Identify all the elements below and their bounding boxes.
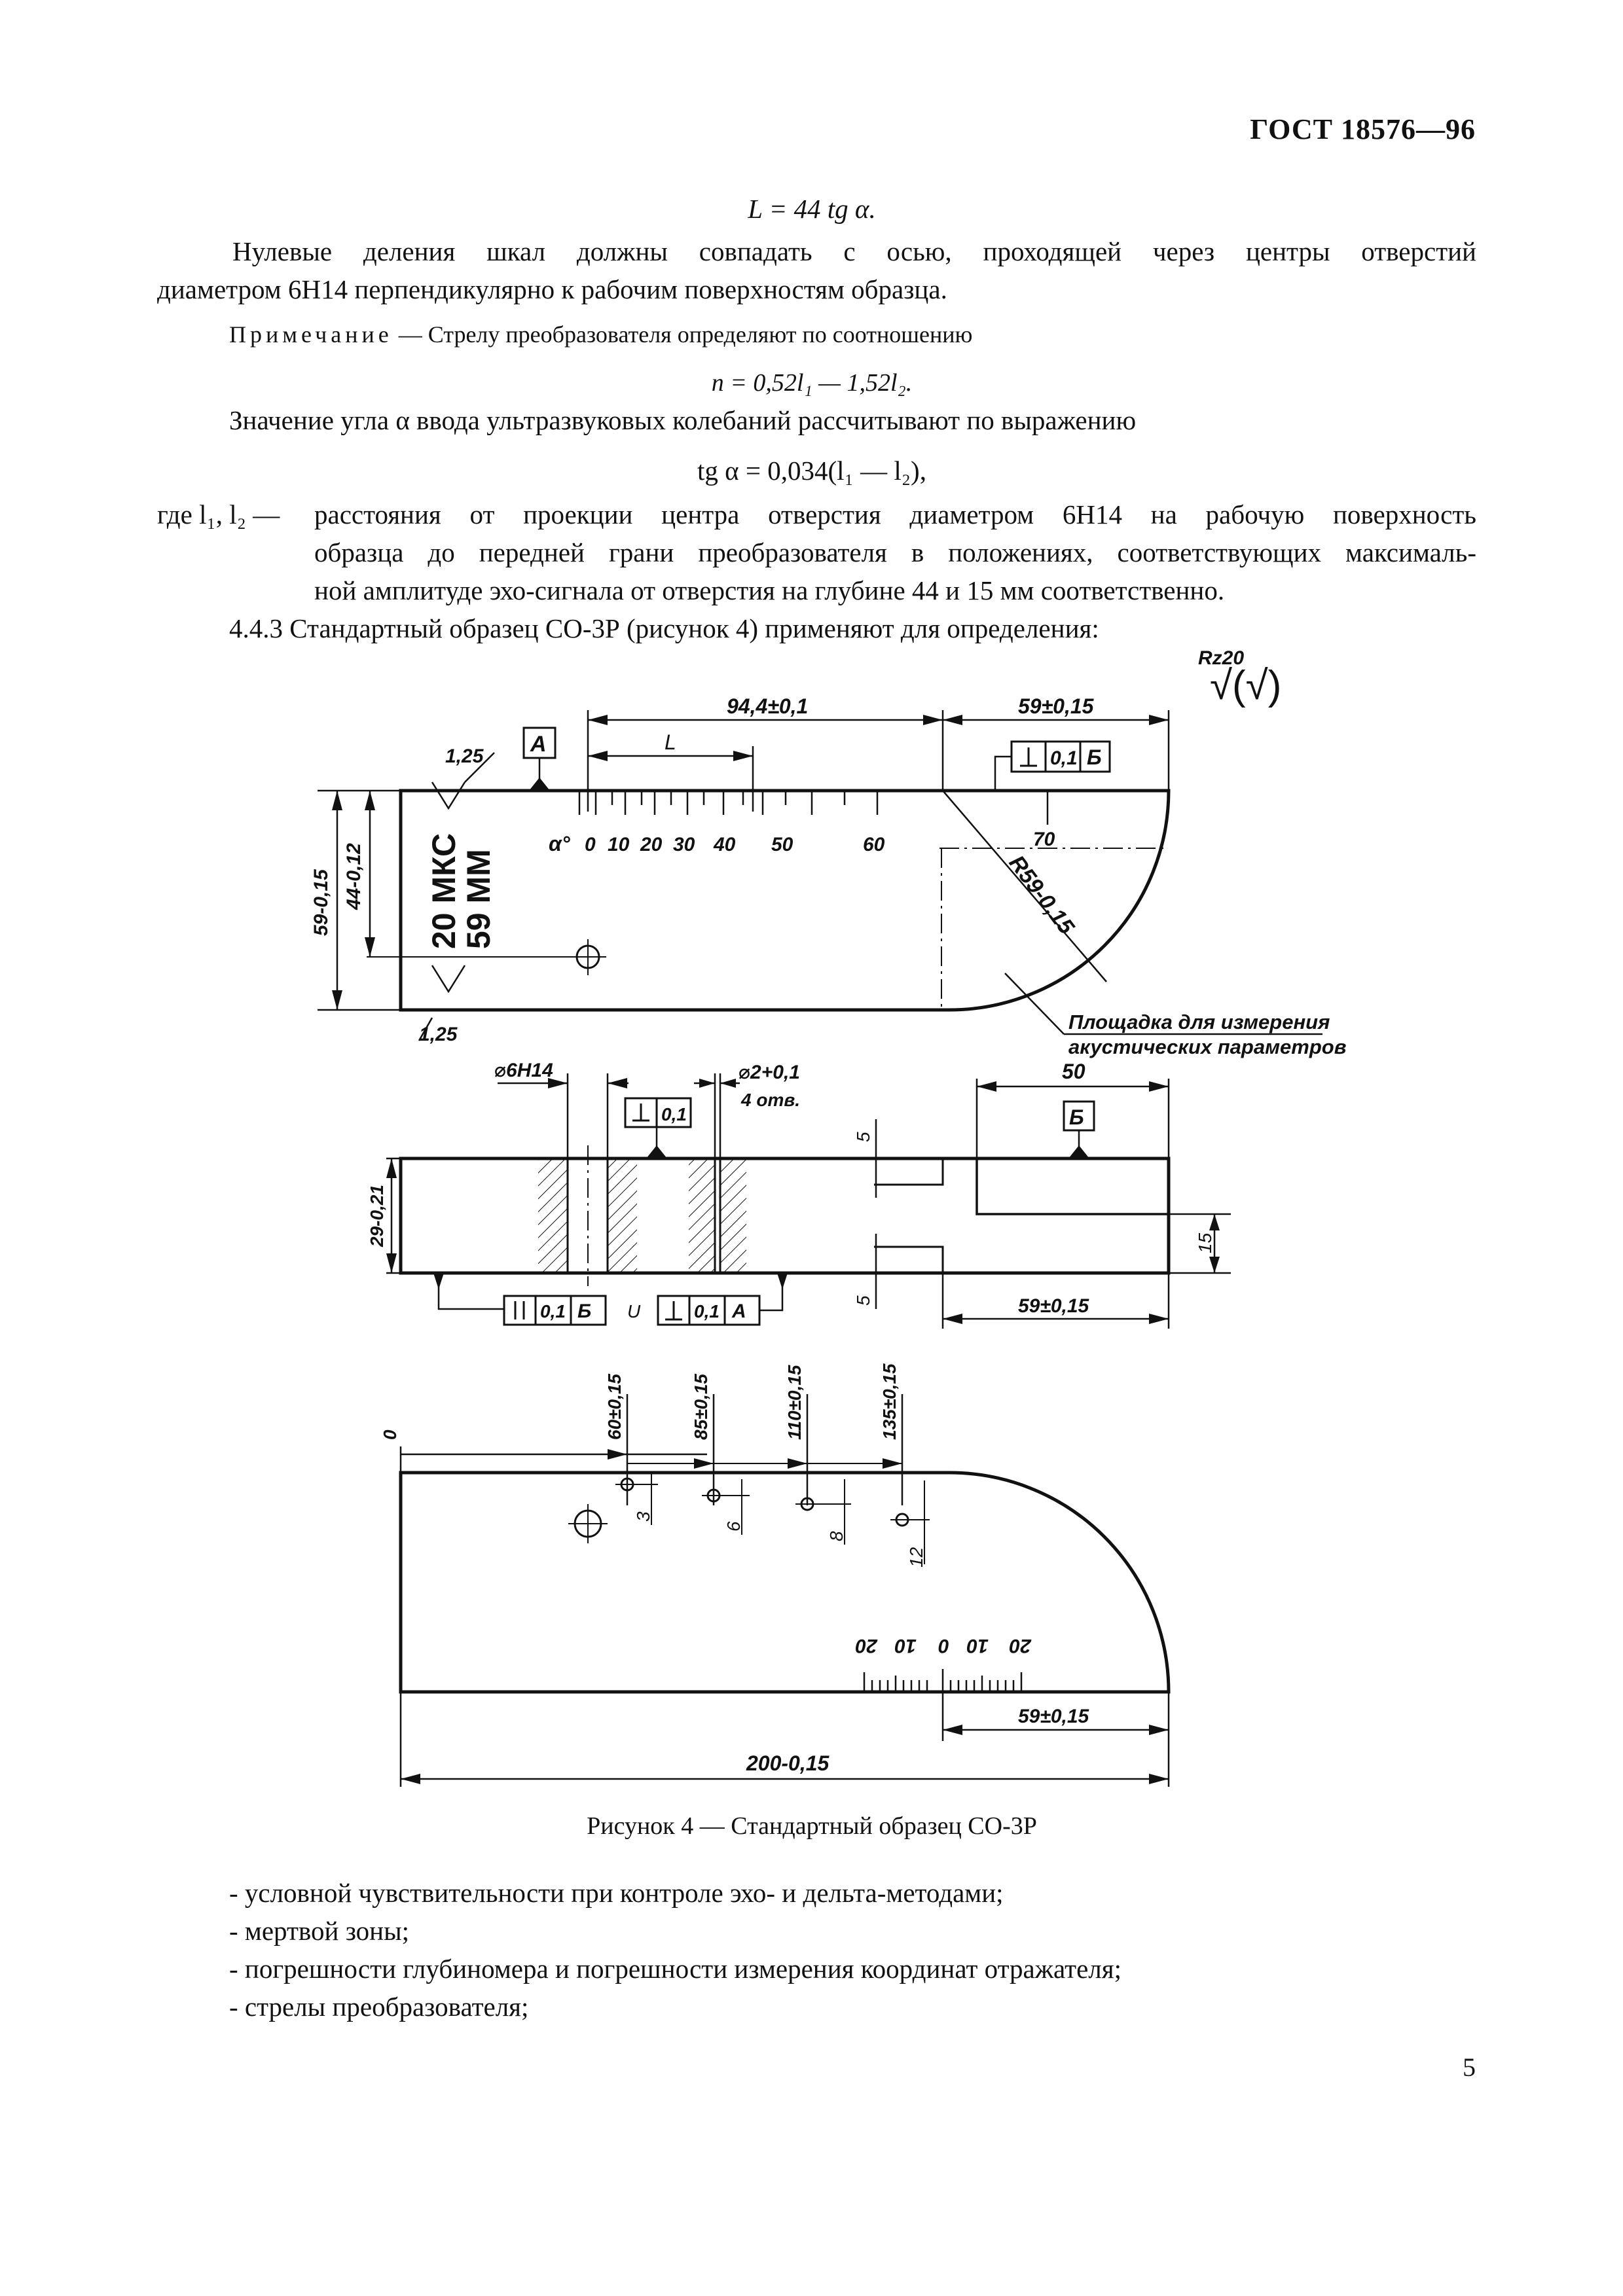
engrave-line1: 20 МКС	[426, 833, 462, 949]
bottom-0: 0	[380, 1429, 400, 1440]
where-label: где l₁, l₂ —	[157, 499, 280, 529]
dim-59-bottom: 59±0,15	[1018, 1706, 1089, 1727]
roughness-label: Rz20	[1198, 647, 1245, 669]
depth-8: 8	[826, 1531, 847, 1541]
perp-tol-middle: 0,1	[661, 1104, 687, 1124]
pos-60: 60±0,15	[604, 1373, 625, 1440]
datum-b-ref-top: Б	[1087, 745, 1102, 769]
paragraph-zero-line1: Нулевые деления шкал должны совпадать с осью, проходящей через центры отверстий	[232, 236, 1476, 266]
roughness-125-bottom: 1,25	[419, 1024, 458, 1045]
dim-94-label: 94,4±0,1	[727, 694, 809, 718]
block-outline-bottom	[401, 1473, 1169, 1692]
paragraph-angle: Значение угла α ввода ультразвуковых колебаний рассчитывают по выражению	[229, 405, 1137, 435]
bullet-item-4: - стрелы преобразователя;	[229, 1992, 529, 2022]
perp-tol-bottom: 0,1	[694, 1301, 720, 1321]
where-line2: образца до передней грани преобразователя в положениях, соответствующих максималь-	[314, 537, 1476, 567]
pos-135: 135±0,15	[879, 1363, 900, 1440]
bscale-0: 0	[938, 1635, 949, 1657]
engrave-line2: 59 ММ	[460, 849, 497, 949]
alpha-label: α°	[549, 832, 570, 855]
hole-6h14-label: ⌀6Н14	[494, 1060, 553, 1081]
pos-110: 110±0,15	[784, 1365, 805, 1440]
bscale-20-left: 20	[855, 1635, 877, 1657]
datum-a-ref: А	[732, 1300, 746, 1322]
dim-15: 15	[1195, 1232, 1215, 1253]
where-line3: ной амплитуде эхо-сигнала от отверстия на глубине 44 и 15 мм соответственно.	[314, 575, 1225, 605]
dim-44-left: 44-0,12	[343, 843, 365, 910]
datum-b-label: Б	[1069, 1105, 1084, 1129]
dim-59-top-label: 59±0,15	[1018, 694, 1094, 718]
formula-L: L = 44 tg α.	[748, 194, 876, 224]
datum-b-ref-bottom: Б	[577, 1300, 592, 1322]
scale-60: 60	[863, 834, 885, 855]
bscale-10-left: 10	[894, 1635, 917, 1657]
radius-label: R59-0,15	[1004, 850, 1080, 939]
pos-85: 85±0,15	[691, 1373, 711, 1440]
scale-10: 10	[608, 834, 630, 855]
scale-20: 20	[640, 834, 663, 855]
area-note-2: акустических параметров	[1068, 1035, 1347, 1058]
dim-50-label: 50	[1062, 1060, 1085, 1083]
scale-50: 50	[771, 834, 793, 855]
scale-30: 30	[673, 834, 695, 855]
bscale-20-right: 20	[1009, 1635, 1031, 1657]
dim-L-label: L	[665, 730, 676, 754]
note-text: — Стрелу преобразователя определяют по соотношению	[392, 321, 973, 348]
formula-tg: tg α = 0,034(l₁ — l₂),	[697, 456, 926, 486]
area-note-1: Площадка для измерения	[1068, 1011, 1330, 1033]
dim-59-left: 59-0,15	[310, 869, 332, 936]
par-tol: 0,1	[540, 1301, 566, 1321]
bullet-item-1: - условной чувствительности при контроле эхо- и дельта-методами;	[229, 1878, 1004, 1908]
bscale-10-right: 10	[966, 1635, 989, 1657]
dim-200: 200-0,15	[746, 1751, 830, 1775]
figure-caption: Рисунок 4 — Стандартный образец СО-3Р	[587, 1812, 1037, 1840]
depth-6: 6	[723, 1521, 744, 1532]
dim-29: 29-0,21	[367, 1185, 387, 1247]
depth-12: 12	[906, 1547, 926, 1568]
dim-5-b: 5	[853, 1295, 873, 1306]
paragraph-zero-line2: диаметром 6Н14 перпендикулярно к рабочим поверхностям образца.	[157, 274, 947, 304]
bullet-item-2: - мертвой зоны;	[229, 1916, 410, 1946]
holes-4-label: 4 отв.	[741, 1090, 801, 1110]
scale-40: 40	[714, 834, 736, 855]
where-line1: расстояния от проекции центра отверстия диаметром 6Н14 на рабочую поверхность	[314, 499, 1476, 529]
note-label: Примечание	[229, 321, 393, 348]
hole-2-label: ⌀2+0,1	[739, 1062, 800, 1083]
scale-0: 0	[585, 834, 596, 855]
dim-5-a: 5	[853, 1132, 873, 1142]
page-number: 5	[1463, 2053, 1476, 2082]
dim-59-mid: 59±0,15	[1018, 1295, 1089, 1317]
combine-u: U	[627, 1301, 641, 1321]
paragraph-443: 4.4.3 Стандартный образец СО-3Р (рисунок 4) применяют для определения:	[229, 613, 1099, 643]
document-header: ГОСТ 18576—96	[1250, 113, 1476, 145]
perp-tol-top: 0,1	[1050, 747, 1078, 769]
roughness-check-icon: √(√)	[1210, 663, 1282, 708]
formula-n: n = 0,52l₁ — 1,52l₂.	[711, 369, 913, 397]
datum-a-label: А	[530, 732, 547, 757]
depth-3: 3	[633, 1511, 653, 1522]
roughness-125-top: 1,25	[445, 745, 484, 767]
bullet-item-3: - погрешности глубиномера и погрешности измерения координат отражателя;	[229, 1954, 1122, 1984]
scale-70: 70	[1033, 829, 1055, 850]
block-outline-middle	[401, 1158, 1169, 1273]
